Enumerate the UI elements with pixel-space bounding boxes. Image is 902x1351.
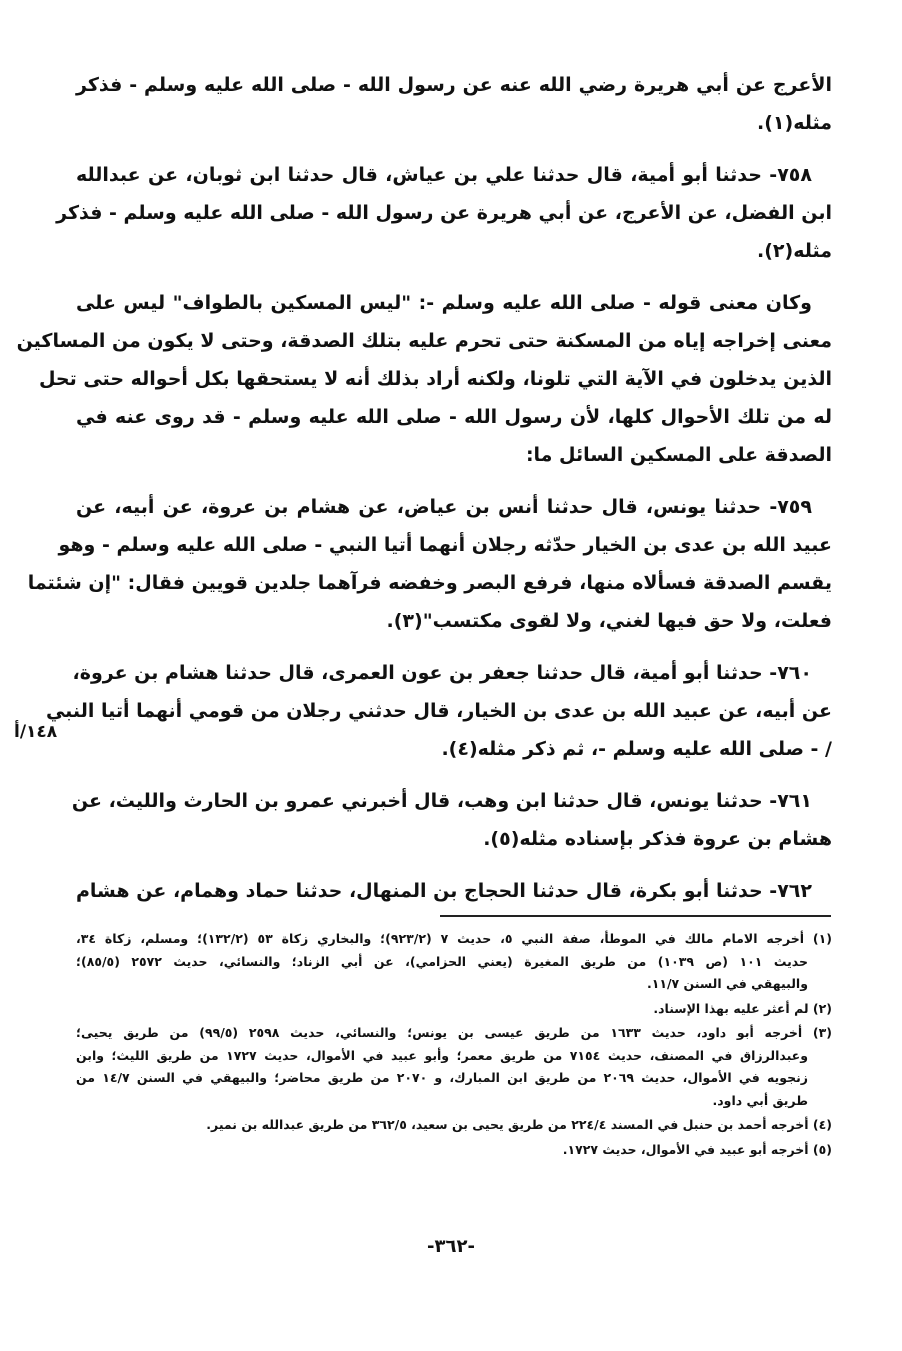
text-line: ٧٥٩- حدثنا يونس، قال حدثنا أنس بن عياض، عن هشام بن عروة، عن أبيه، عن [76, 496, 812, 518]
footnote [76, 928, 832, 996]
paragraph [56, 156, 832, 270]
paragraph [27, 488, 832, 640]
paragraph [45, 654, 832, 768]
footnote-line: (٢) لم أعثر عليه بهذا الإسناد. [653, 1000, 832, 1016]
text-line: الصدقة على المسكين السائل ما: [525, 444, 832, 466]
text-line: ٧٦٢- حدثنا أبو بكرة، قال حدثنا الحجاج بن المنهال، حدثنا حماد وهمام، عن هشام [76, 880, 812, 902]
text-line: ٧٥٨- حدثنا أبو أمية، قال حدثنا علي بن عياش، قال حدثنا ابن ثوبان، عن عبدالله [76, 164, 812, 186]
text-line: ابن الفضل، عن الأعرج، عن أبي هريرة عن رسول الله - صلى الله عليه وسلم - فذكر [56, 202, 832, 224]
text-line: / - صلى الله عليه وسلم -، ثم ذكر مثله(٤). [441, 738, 832, 760]
paragraph [76, 66, 832, 142]
footnote [76, 998, 832, 1021]
footnotes [76, 928, 832, 1163]
text-line: ٧٦١- حدثنا يونس، قال حدثنا ابن وهب، قال أخبرني عمرو بن الحارث والليث، عن [71, 790, 812, 812]
page-number: -٣٦٢- [427, 1236, 475, 1257]
text-line: هشام بن عروة فذكر بإسناده مثله(٥). [483, 828, 832, 850]
footnote-line: (٣) أخرجه أبو داود، حديث ١٦٣٣ من طريق عيسى بن يونس؛ والنسائي، حديث ٢٥٩٨ (٩٩/٥) من طريق يحيى؛ [76, 1025, 832, 1040]
text-line: معنى إخراجه إياه من المسكنة حتى تحرم عليه بتلك الصدقة، وحتى لا يكون من المساكين [16, 330, 832, 352]
paragraph [71, 782, 832, 858]
text-line: مثله(٢). [757, 240, 832, 262]
footnote [76, 1139, 832, 1162]
text-line: الذين يدخلون في الآية التي تلونا، ولكنه أراد بذلك أنه لا يستحقها بكل أحواله حتى تحل [38, 368, 832, 390]
text-line: عبيد الله بن عدى بن الخيار حدّثه رجلان أنهما أتيا النبي - صلى الله عليه وسلم - وهو [58, 534, 832, 556]
margin-folio-note: ١٤٨/أ [14, 722, 58, 742]
footnote-line: طريق أبي داود. [712, 1092, 808, 1108]
footnote-line: وعبدالرزاق في المصنف، حديث ٧١٥٤ من طريق معمر؛ وأبو عبيد في الأموال، حديث ١٧٢٧ من طريق الليث؛ وابن [76, 1047, 808, 1063]
text-line: ٧٦٠- حدثنا أبو أمية، قال حدثنا جعفر بن عون العمرى، قال حدثنا هشام بن عروة، [72, 662, 812, 684]
paragraph [16, 284, 832, 474]
text-line: وكان معنى قوله - صلى الله عليه وسلم -: "ليس المسكين بالطواف" ليس على [76, 292, 812, 314]
footnote-line: حديث ١٠١ (ص ١٠٣٩) من طريق المغيرة (يعني الحزامي)، عن أبي الزناد؛ والنسائي، حديث ٢٥٧٢ (٨٥/٥)؛ [76, 953, 808, 969]
footnote-line: (٥) أخرجه أبو عبيد في الأموال، حديث ١٧٢٧. [562, 1141, 832, 1157]
footnote-divider [440, 915, 831, 917]
text-line: له من تلك الأحوال كلها، لأن رسول الله - صلى الله عليه وسلم - قد روى عنه في [76, 406, 832, 428]
text-line: الأعرج عن أبي هريرة رضي الله عنه عن رسول الله - صلى الله عليه وسلم - فذكر [76, 74, 832, 96]
text-line: عن أبيه، عن عبيد الله بن عدى بن الخيار، قال حدثني رجلان من قومي أنهما أتيا النبي [45, 700, 832, 722]
footnote-line: والبيهقي في السنن ١١/٧. [646, 976, 808, 991]
footnote-line: (٤) أخرجه أحمد بن حنبل في المسند ٢٢٤/٤ من طريق يحيى بن سعيد، ٣٦٢/٥ من طريق عبدالله بن نمير. [206, 1117, 832, 1132]
paragraph [76, 872, 832, 910]
footnote-line: زنجويه في الأموال، حديث ٢٠٦٩ من طريق ابن المبارك، و ٢٠٧٠ من طريق محاضر؛ والبيهقي في السنن ١٤/٧ من [76, 1070, 808, 1085]
footnote-line: (١) أخرجه الامام مالك في الموطأ، صفة النبي ٥، حديث ٧ (٩٢٣/٢)؛ والبخاري زكاة ٥٣ (١٣٢/٢)؛ ومسلم، زكاة ٣٤، [76, 931, 833, 946]
text-line: مثله(١). [757, 112, 832, 134]
text-line: فعلت، ولا حق فيها لغني، ولا لقوى مكتسب"(٣). [386, 610, 832, 632]
text-line: يقسم الصدقة فسألاه منها، فرفع البصر وخفضه فرآهما جلدين قويين فقال: "إن شئتما [27, 572, 832, 594]
footnote [76, 1114, 832, 1137]
footnote [76, 1022, 832, 1112]
